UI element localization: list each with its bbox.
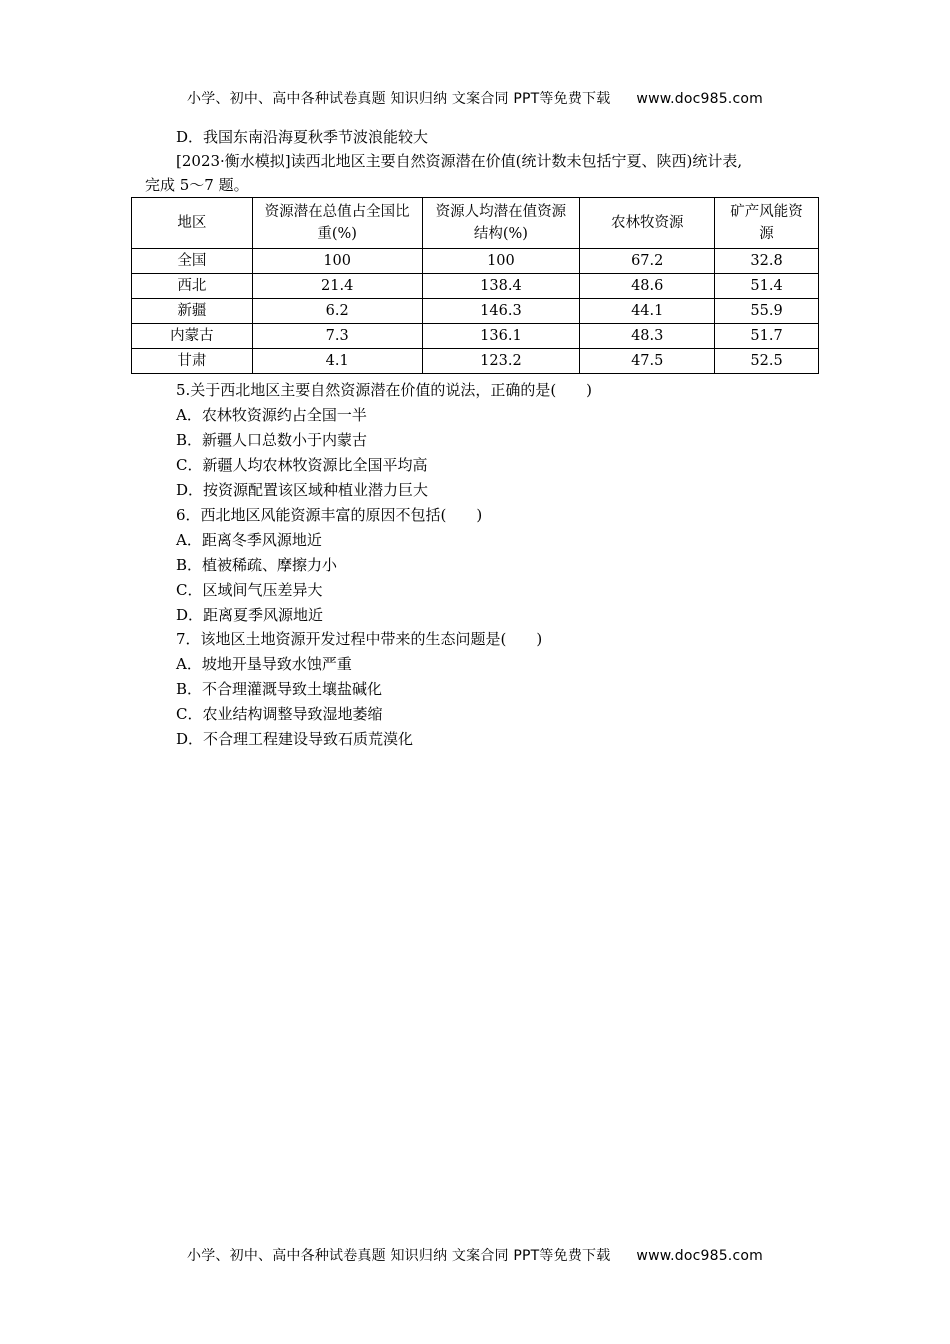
- table-cell: 67.2: [580, 249, 715, 274]
- question-6-option-d: D．距离夏季风源地近: [176, 606, 324, 624]
- resource-table: [131, 197, 819, 374]
- question-5-option-b: B．新疆人口总数小于内蒙古: [176, 431, 368, 449]
- table-row: [132, 324, 819, 349]
- question-6-option-b: B．植被稀疏、摩擦力小: [176, 556, 338, 574]
- table-cell: 4.1: [252, 349, 422, 374]
- page-header: [0, 88, 950, 108]
- table-cell: 6.2: [252, 299, 422, 324]
- table-row: [132, 299, 819, 324]
- header-text: 小学、初中、高中各种试卷真题 知识归纳 文案合同 PPT等免费下载: [187, 91, 611, 107]
- table-cell: 138.4: [422, 274, 580, 299]
- question-5-stem: 5.关于西北地区主要自然资源潜在价值的说法，正确的是( ): [176, 381, 593, 399]
- table-cell: 51.4: [715, 274, 819, 299]
- table-cell: 7.3: [252, 324, 422, 349]
- table-cell: 新疆: [132, 299, 253, 324]
- question-6-option-c: C．区域间气压差异大: [176, 581, 323, 599]
- table-row: [132, 349, 819, 374]
- previous-question-option: D．我国东南沿海夏秋季节波浪能较大: [176, 128, 429, 146]
- table-row: [132, 274, 819, 299]
- column-header: 农林牧资源: [580, 198, 715, 249]
- question-6-stem: 6．西北地区风能资源丰富的原因不包括( ): [176, 506, 483, 524]
- question-7-option-a: A．坡地开垦导致水蚀严重: [176, 655, 352, 673]
- column-header: 资源人均潜在值资源结构(%): [422, 198, 580, 249]
- table-cell: 47.5: [580, 349, 715, 374]
- table-cell: 32.8: [715, 249, 819, 274]
- table-cell: 44.1: [580, 299, 715, 324]
- question-6-option-a: A．距离冬季风源地近: [176, 531, 322, 549]
- question-5-option-c: C．新疆人均农林牧资源比全国平均高: [176, 456, 428, 474]
- table-cell: 55.9: [715, 299, 819, 324]
- table-cell: 146.3: [422, 299, 580, 324]
- column-header: 地区: [132, 198, 253, 249]
- question-7-stem: 7．该地区土地资源开发过程中带来的生态问题是( ): [176, 630, 543, 648]
- column-header: 矿产风能资源: [715, 198, 819, 249]
- question-7-option-c: C．农业结构调整导致湿地萎缩: [176, 705, 383, 723]
- question-5-option-a: A．农林牧资源约占全国一半: [176, 406, 367, 424]
- table-cell: 21.4: [252, 274, 422, 299]
- footer-text: 小学、初中、高中各种试卷真题 知识归纳 文案合同 PPT等免费下载: [187, 1248, 611, 1264]
- table-cell: 西北: [132, 274, 253, 299]
- table-cell: 48.3: [580, 324, 715, 349]
- table-cell: 136.1: [422, 324, 580, 349]
- table-cell: 123.2: [422, 349, 580, 374]
- table-header-row: [132, 198, 819, 249]
- table-cell: 100: [422, 249, 580, 274]
- intro-line-2: 完成 5～7 题。: [145, 176, 249, 194]
- column-header: 资源潜在总值占全国比重(%): [252, 198, 422, 249]
- table-cell: 全国: [132, 249, 253, 274]
- table-cell: 内蒙古: [132, 324, 253, 349]
- table-cell: 100: [252, 249, 422, 274]
- intro-line-1: [2023·衡水模拟]读西北地区主要自然资源潜在价值(统计数未包括宁夏、陕西)统计表,: [176, 152, 743, 170]
- table-cell: 48.6: [580, 274, 715, 299]
- question-7-option-b: B．不合理灌溉导致土壤盐碱化: [176, 680, 383, 698]
- header-url[interactable]: www.doc985.com: [636, 91, 763, 107]
- table-cell: 52.5: [715, 349, 819, 374]
- table-cell: 51.7: [715, 324, 819, 349]
- footer-url[interactable]: www.doc985.com: [636, 1248, 763, 1264]
- page-footer: [0, 1245, 950, 1265]
- question-5-option-d: D．按资源配置该区域种植业潜力巨大: [176, 481, 429, 499]
- table-row: [132, 249, 819, 274]
- question-7-option-d: D．不合理工程建设导致石质荒漠化: [176, 730, 414, 748]
- table-cell: 甘肃: [132, 349, 253, 374]
